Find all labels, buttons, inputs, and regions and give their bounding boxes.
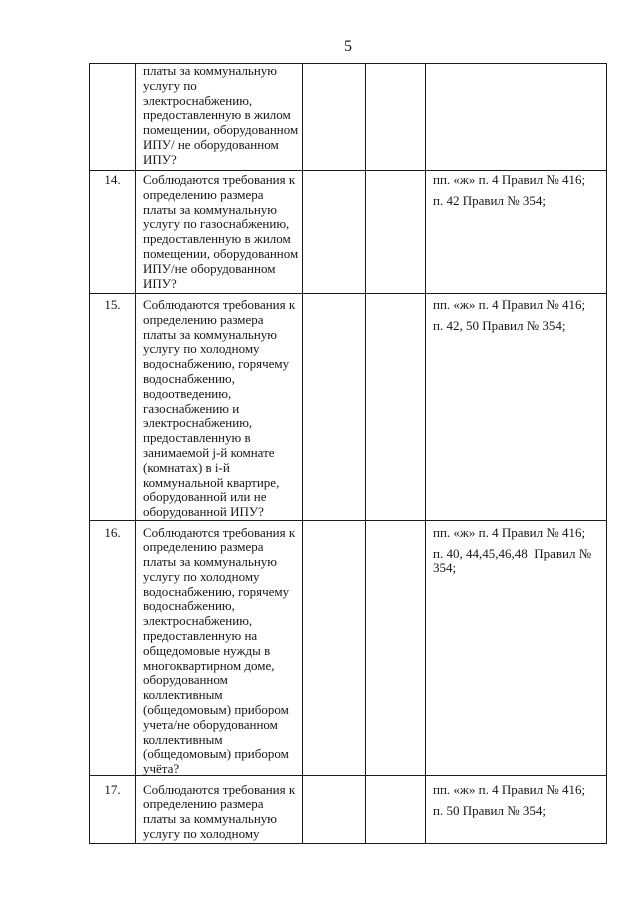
question-line: Соблюдаются требования к xyxy=(143,297,296,312)
table-row xyxy=(90,776,607,844)
question-line: Соблюдаются требования к xyxy=(143,172,296,187)
item-number-cell xyxy=(90,171,136,293)
question-line: Соблюдаются требования к xyxy=(143,781,296,797)
item-number-cell xyxy=(90,776,136,843)
reference-line: п. 40, 44,45,46,48 Правил № xyxy=(433,545,592,561)
question-line: платы за коммунальную xyxy=(143,811,277,827)
reference-line: п. 50 Правил № 354; xyxy=(433,802,546,818)
question-line: коммунальной квартире, xyxy=(143,474,280,490)
legal-reference xyxy=(433,194,606,209)
question-line: предоставленную в жилом xyxy=(143,107,291,123)
question-line: помещении, оборудованном xyxy=(143,122,299,138)
response-cell xyxy=(303,171,366,293)
question-line: предоставленную в жилом xyxy=(143,231,291,247)
question-line: услугу по xyxy=(143,77,197,93)
question-line: водоснабжению, xyxy=(143,370,235,386)
legal-reference-cell xyxy=(426,294,607,520)
legal-reference-cell xyxy=(426,521,607,775)
table-row xyxy=(90,521,607,776)
question-line: платы за коммунальную xyxy=(143,201,277,217)
reference-line: п. 42, 50 Правил № 354; xyxy=(433,318,566,334)
reference-line: п. 42 Правил № 354; xyxy=(433,193,546,209)
question-line: учета/не оборудованном xyxy=(143,716,278,732)
table-row xyxy=(90,64,607,171)
reference-line: пп. «ж» п. 4 Правил № 416; xyxy=(433,524,586,540)
question-line: ИПУ/не оборудованном xyxy=(143,260,276,276)
item-number: 17. xyxy=(104,781,121,797)
item-number-cell xyxy=(90,294,136,520)
legal-reference xyxy=(433,319,606,334)
question-line: электроснабжению, xyxy=(143,613,253,629)
legal-reference xyxy=(433,526,606,541)
legal-reference-cell xyxy=(426,64,607,170)
table-row xyxy=(90,294,607,521)
response-cell xyxy=(303,776,366,843)
question-line: ИПУ? xyxy=(143,151,177,167)
requirement-question-cell xyxy=(136,171,303,293)
response-cell xyxy=(366,294,426,520)
question-line: оборудованном xyxy=(143,672,228,688)
response-cell xyxy=(303,64,366,170)
requirement-question-cell xyxy=(136,64,303,170)
question-line: платы за коммунальную xyxy=(143,554,277,570)
reference-line: пп. «ж» п. 4 Правил № 416; xyxy=(433,781,586,797)
item-number: 14. xyxy=(104,172,121,187)
requirement-question-cell xyxy=(136,521,303,775)
question-line: определению размера xyxy=(143,796,264,812)
table-row xyxy=(90,171,607,294)
requirement-question-cell xyxy=(136,294,303,520)
question-line: помещении, оборудованном xyxy=(143,245,299,261)
legal-reference xyxy=(433,547,606,577)
question-line: (комнатах) в i-й xyxy=(143,459,230,475)
item-number: 16. xyxy=(104,524,121,540)
question-line: электроснабжению, xyxy=(143,92,253,108)
question-line: водоснабжению, xyxy=(143,598,235,614)
response-cell xyxy=(366,521,426,775)
question-line: услугу по холодному xyxy=(143,341,260,357)
question-line: платы за коммунальную xyxy=(143,63,277,78)
question-line: многоквартирном доме, xyxy=(143,657,275,673)
question-line: газоснабжению и xyxy=(143,400,240,416)
question-line: услугу по газоснабжению, xyxy=(143,216,290,232)
question-line: определению размера xyxy=(143,311,264,327)
reference-line: пп. «ж» п. 4 Правил № 416; xyxy=(433,297,586,312)
legal-reference xyxy=(433,804,606,819)
reference-line: пп. «ж» п. 4 Правил № 416; xyxy=(433,172,586,187)
legal-reference-cell xyxy=(426,171,607,293)
question-line: предоставленную в xyxy=(143,430,251,446)
question-line: предоставленную на xyxy=(143,628,258,644)
question-line: водоотведению, xyxy=(143,385,232,401)
question-line: электроснабжению, xyxy=(143,415,253,431)
response-cell xyxy=(366,171,426,293)
question-line: услугу по холодному xyxy=(143,825,260,841)
question-line: (общедомовым) прибором xyxy=(143,702,289,718)
question-line: платы за коммунальную xyxy=(143,326,277,342)
legal-reference-cell xyxy=(426,776,607,843)
reference-line: 354; xyxy=(433,560,457,576)
question-line: определению размера xyxy=(143,186,264,202)
response-cell xyxy=(366,776,426,843)
question-line: общедомовые нужды в xyxy=(143,642,271,658)
question-line: оборудованной или не xyxy=(143,489,267,505)
legal-reference xyxy=(433,783,606,798)
question-line: водоснабжению, горячему xyxy=(143,583,290,599)
question-line: услугу по холодному xyxy=(143,568,260,584)
question-line: ИПУ/ не оборудованном xyxy=(143,136,279,152)
item-number: 15. xyxy=(104,297,121,312)
legal-reference xyxy=(433,173,606,188)
question-line: занимаемой j-й комнате xyxy=(143,444,275,460)
response-cell xyxy=(303,521,366,775)
question-line: водоснабжению, горячему xyxy=(143,356,290,372)
item-number-cell xyxy=(90,521,136,775)
inspection-checklist-table xyxy=(89,63,607,844)
question-line: Соблюдаются требования к xyxy=(143,524,296,540)
response-cell xyxy=(303,294,366,520)
question-line: ИПУ? xyxy=(143,275,177,291)
legal-reference xyxy=(433,298,606,313)
item-number-cell xyxy=(90,64,136,170)
question-line: коллективным xyxy=(143,687,223,703)
question-line: коллективным xyxy=(143,731,223,747)
question-line: (общедомовым) прибором xyxy=(143,746,289,762)
page-number: 5 xyxy=(344,38,352,55)
question-line: оборудованной ИПУ? xyxy=(143,504,264,520)
requirement-question-cell xyxy=(136,776,303,843)
response-cell xyxy=(366,64,426,170)
question-line: учёта? xyxy=(143,761,180,777)
question-line: определению размера xyxy=(143,539,264,555)
